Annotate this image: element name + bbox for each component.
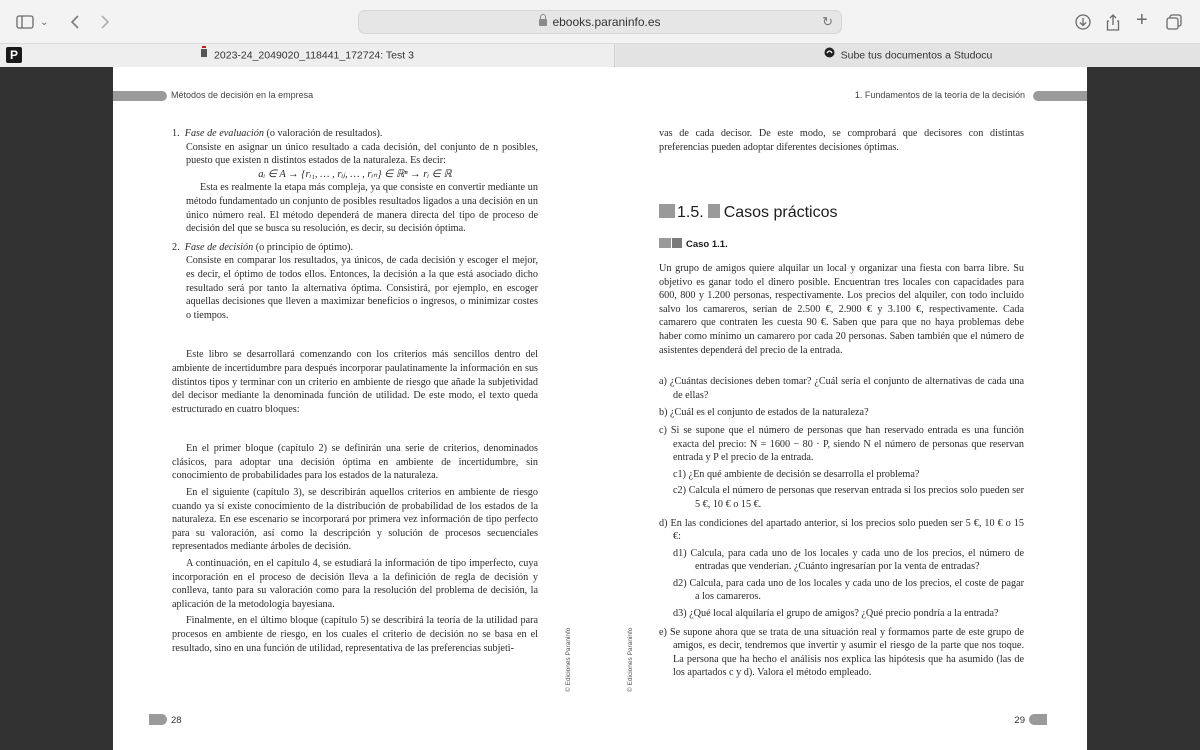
- paragraph: En el siguiente (capítulo 3), se describirán aquellos criterios en ambiente de riesgo cuando ya sí existe conocimiento de la distribución de probabilidad de los estados de la naturaleza. En ese escenario se incorporará por primera vez información de tipo perfecto para su valoración, así como la descripción y solución de procesos secuenciales representados mediante árboles de decisión.: [172, 487, 538, 553]
- chevron-down-icon[interactable]: ⌄: [40, 16, 49, 28]
- item-1: [172, 127, 538, 141]
- paragraph: Este libro se desarrollará comenzando con los criterios más sencillos dentro del ambiente de incertidumbre para después incorporar paulatinamente la información en sus distintos tipos y terminar con un criterio en ambiente de riesgo que añade la subjetividad del decisor mediante la denominada función de utilidad. De este modo, el texto queda estructurado en cuatro bloques:: [172, 349, 538, 415]
- viewer-background-left: [0, 67, 113, 750]
- reload-icon[interactable]: ↻: [822, 14, 833, 29]
- item-title: Fase de decisión: [184, 241, 254, 253]
- question-d: d) En las condiciones del apartado anterior, si los precios solo pueden ser 5 €, 10 € o 15 €:: [659, 517, 1024, 543]
- tab-overview-icon[interactable]: [1166, 12, 1182, 32]
- question-a: a) ¿Cuántas decisiones deben tomar? ¿Cuál sería el conjunto de alternativas de cada una de ellas?: [659, 376, 1024, 401]
- case-intro: Un grupo de amigos quiere alquilar un local y organizar una fiesta con barra libre. Su objetivo es ganar todo el dinero posible. Encuentran tres locales con capacidades para 600, 800 y 1.200 personas, respectivamente. Los precios del alquiler, con todo incluido salvo los camareros, serían de 2.500 €, 2.900 € y 3.100 €, respectivamente. Cada camarero que contraten les cuesta 90 €. Saben que para que no haya problemas debe haber como mínimo un camarero por cada 20 personas. Saben también que el número de asistentes dependerá del precio de la entrada.: [659, 263, 1024, 356]
- viewer-background-right: [1087, 67, 1200, 750]
- item-number: 2.: [172, 241, 180, 253]
- book-spread: [113, 67, 1087, 750]
- new-tab-icon[interactable]: +: [1136, 8, 1148, 31]
- question-d2: d2) Calcula, para cada uno de los locales y cada uno de los precios, el coste de pagar a los camareros.: [673, 577, 1024, 603]
- running-header-left: Métodos de decisión en la empresa: [171, 90, 314, 100]
- item-title-rest: (o principio de óptimo).: [253, 241, 354, 253]
- item-number: 1.: [172, 128, 180, 139]
- share-icon[interactable]: [1106, 12, 1120, 32]
- item-1-body: Consiste en asignar un único resultado a cada decisión, del conjunto de n posibles, puesto que existen n distintos estados de la naturaleza. Es decir:: [186, 141, 538, 167]
- item-title: Fase de evaluación: [184, 128, 264, 139]
- page-number-marker-left: [149, 714, 167, 725]
- paragraph: A continuación, en el capítulo 4, se estudiará la información de tipo imperfecto, cuya incorporación en el proceso de decisión lleva a la definición de regla de decisión y conlleva, tanto para su valoración como para la resolución del problema de decisión, la aplicación de la metodología bayesiana.: [172, 558, 538, 610]
- browser-toolbar: [0, 0, 1200, 44]
- paragraph: vas de cada decisor. De este modo, se comprobará que decisores con distintas preferencias pueden adoptar diferentes decisiones óptimas.: [659, 128, 1024, 153]
- paragraph: Esta es realmente la etapa más compleja, ya que consiste en convertir mediante un método fundamentado un conjunto de posibles resultados ligados a una decisión en un único número real. El método dependerá de manera directa del tipo de proceso de decisión del que se busca su resolución, es decir, su decisión óptima.: [186, 182, 538, 235]
- paragraph: En el primer bloque (capítulo 2) se definirán una serie de criterios, denominados clásicos, para adoptar una decisión óptima en ambiente de incertidumbre, sin conocimiento de probabilidades para los estados de la naturaleza.: [172, 443, 538, 482]
- question-c2: c2) Calcula el número de personas que reservan entrada si los precios solo pueden ser 5 €, 10 € o 15 €.: [673, 485, 1024, 510]
- item-2-body: Consiste en comparar los resultados, ya únicos, de cada decisión y escoger el mejor, es decir, el óptimo de todos ellos. Entonces, la decisión a la que está asociado dicho resultado será por tanto la alternativa óptima. Consistirá, por ejemplo, en escoger aquellas decisiones que lleven a maximizar beneficios o ingresos, o minimizar costes o tiempos.: [186, 255, 538, 321]
- question-c1: c1) ¿En qué ambiente de decisión se desarrolla el problema?: [673, 468, 920, 480]
- left-page-text: [172, 127, 538, 655]
- university-icon: [200, 44, 208, 67]
- case-text: [659, 262, 1024, 680]
- paragraph: Finalmente, en el último bloque (capítulo 5) se describirá la teoría de la utilidad para procesos en ambiente de riesgo, en los cuales el criterio de decisión no se basa en el resultado, sino en una función de utilidad, representativa de las preferencias subjeti-: [172, 615, 538, 654]
- url-text: ebooks.paraninfo.es: [552, 15, 661, 29]
- address-bar[interactable]: [358, 10, 842, 34]
- section-title: Casos prácticos: [723, 204, 838, 221]
- forward-icon[interactable]: [100, 12, 110, 32]
- tab-test3[interactable]: [0, 44, 615, 67]
- tab-studocu[interactable]: [616, 44, 1200, 67]
- item-title-rest: (o valoración de resultados).: [263, 128, 383, 139]
- question-d1: d1) Calcula, para cada uno de los locales y cada uno de los precios, el número de entradas que venderían. ¿Cuánto ingresarían por la venta de entradas?: [673, 547, 1024, 573]
- case-heading: [659, 238, 728, 250]
- question-c: c) Si se supone que el número de personas que han reservado entrada es una función exacta del precio: N = 1600 − 80 · P, siendo N el número de personas que reservan entrada y P el precio de la entrada.: [659, 424, 1024, 464]
- page-number-right: 29: [1014, 715, 1025, 726]
- question-b: b) ¿Cuál es el conjunto de estados de la naturaleza?: [659, 407, 869, 419]
- case-title: Caso 1.1.: [686, 239, 728, 250]
- header-marker-right: [1033, 91, 1087, 101]
- copyright-right: © Ediciones Paraninfo: [627, 627, 634, 692]
- tab-bar: [0, 44, 1200, 67]
- pinned-tab-icon[interactable]: P: [6, 47, 22, 63]
- question-e: e) Se supone ahora que se trata de una situación real y formamos parte de este grupo de amigos, es decir, tendremos que invertir y asumir el riesgo de la parte que nos toque. La persona que ha hecho el análisis nos explica las hipótesis que ha asumido (las de los apartados c y d). Valora el método empleado.: [659, 626, 1024, 679]
- tab-label: Sube tus documentos a Studocu: [840, 49, 993, 62]
- sidebar-toggle-icon[interactable]: [16, 12, 34, 32]
- back-icon[interactable]: [70, 12, 80, 32]
- studocu-icon: [824, 44, 835, 67]
- right-page-text: [659, 127, 1024, 154]
- item-2: [172, 241, 538, 255]
- download-icon[interactable]: [1075, 12, 1091, 32]
- question-d3: d3) ¿Qué local alquilaría el grupo de amigos? ¿Qué precio pondría a la entrada?: [673, 608, 999, 620]
- copyright-left: © Ediciones Paraninfo: [565, 627, 572, 692]
- lock-icon: [539, 19, 547, 26]
- section-heading: [659, 204, 838, 222]
- tab-label: 2023-24_2049020_118441_172724: Test 3: [214, 49, 414, 62]
- running-header-right: 1. Fundamentos de la teoría de la decisión: [854, 90, 1025, 100]
- formula: aᵢ ∈ A → {rᵢ₁, … , rᵢⱼ, … , rᵢₙ} ∈ ℝⁿ → rᵢ ∈ ℝ: [258, 168, 452, 180]
- section-number: 1.5.: [677, 204, 704, 221]
- page-number-marker-right: [1029, 714, 1047, 725]
- page-number-left: 28: [171, 715, 182, 726]
- header-marker-left: [113, 91, 167, 101]
